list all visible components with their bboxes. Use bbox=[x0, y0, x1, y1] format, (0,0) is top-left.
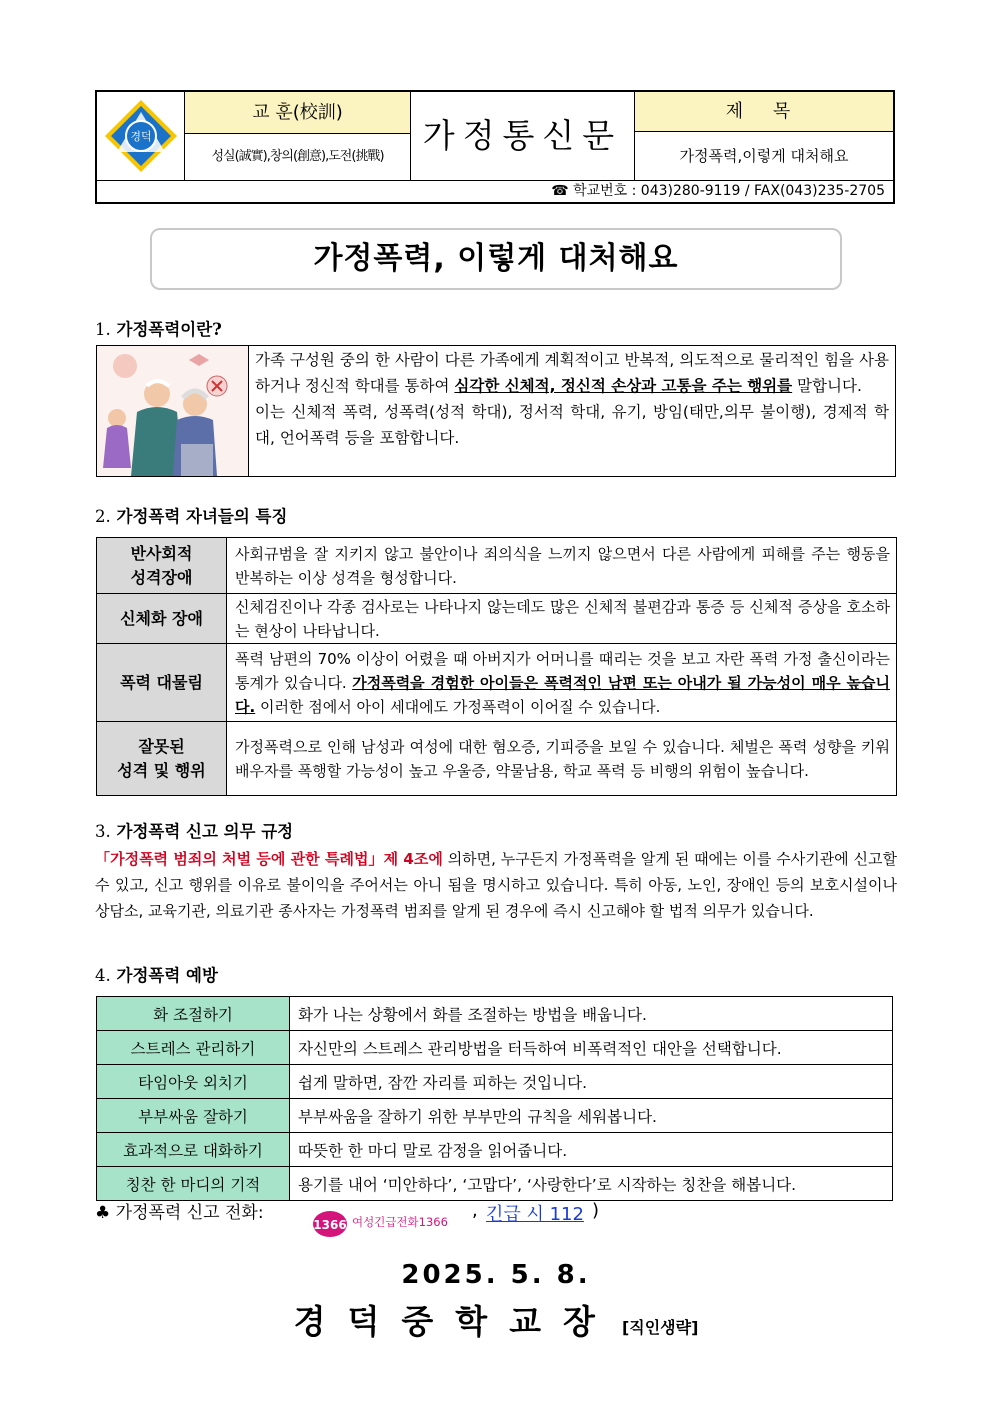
table-row bbox=[97, 1031, 893, 1065]
trait-text: 사회규범을 잘 지키지 않고 불안이나 죄의식을 느끼지 않으면서 다른 사람에게 피해를 주는 행동을 반복하는 이상 성격을 형성합니다. bbox=[227, 538, 897, 594]
section1-box bbox=[96, 345, 896, 477]
law-reference: 「가정폭력 범죄의 처벌 등에 관한 특례법」제 4조에 bbox=[95, 850, 443, 868]
section3-number: 3. bbox=[95, 822, 111, 841]
hotline-name: 여성긴급전화1366 bbox=[352, 1215, 448, 1229]
motto-value: 성실(誠實),창의(創意),도전(挑戰) bbox=[185, 134, 411, 180]
trait-text-emphasis: 가정폭력을 경험한 아이들은 폭력적인 남편 또는 아내가 될 가능성이 매우 높습니다. bbox=[235, 673, 890, 716]
emergency-112-link[interactable]: 긴급 시 112 bbox=[486, 1204, 584, 1225]
trait-text-before: 폭력 남편의 70% 이상이 어렸을 때 아버지가 어머니를 때리는 것을 보고 자란 폭력 가정 출신이라는 통계가 있습니다. bbox=[235, 649, 890, 692]
trait-text: 가정폭력으로 인해 남성과 여성에 대한 혐오증, 기피증을 보일 수 있습니다. 체벌은 폭력 성향을 키워 배우자를 폭행할 가능성이 높고 우울증, 약물남용, 학교 폭력 등 비행의 위험이 높습니다. bbox=[227, 722, 897, 796]
seal-omitted: [직인생략] bbox=[621, 1318, 699, 1337]
section2-title: 가정폭력 자녀들의 특징 bbox=[116, 507, 288, 526]
family-violence-illustration bbox=[97, 346, 249, 476]
section1-p1-after: 말합니다. bbox=[792, 377, 862, 395]
school-logo bbox=[97, 92, 185, 180]
trait-text bbox=[227, 644, 897, 722]
prevention-label: 화 조절하기 bbox=[97, 997, 290, 1031]
prevention-text: 화가 나는 상황에서 화를 조절하는 방법을 배웁니다. bbox=[290, 997, 893, 1031]
section1-p1-emphasis: 심각한 신체적, 정신적 손상과 고통을 주는 행위를 bbox=[454, 377, 793, 395]
trait-text: 신체검진이나 각종 검사로는 나타나지 않는데도 많은 신체적 불편감과 통증 등 신체적 증상을 호소하는 현상이 나타납니다. bbox=[227, 594, 897, 644]
children-traits-table bbox=[96, 537, 897, 796]
trait-label: 신체화 장애 bbox=[97, 594, 227, 644]
section1-number: 1. bbox=[95, 320, 111, 339]
hotline-1366-badge[interactable] bbox=[312, 1204, 472, 1240]
section1-p1-before: 가족 구성원 중의 한 사람이 다른 가족에게 계획적이고 반복적, 의도적으로 물리적인 힘을 사용하거나 정신적 학대를 통하여 bbox=[255, 351, 889, 395]
section3-title: 가정폭력 신고 의무 규정 bbox=[116, 822, 294, 841]
prevention-label: 칭찬 한 마디의 기적 bbox=[97, 1167, 290, 1201]
section1-heading bbox=[95, 316, 222, 340]
section1-title: 가정폭력이란? bbox=[116, 320, 222, 339]
elderly-couple-illustration-icon bbox=[97, 346, 248, 476]
prevention-label: 스트레스 관리하기 bbox=[97, 1031, 290, 1065]
table-row bbox=[97, 1065, 893, 1099]
section1-text bbox=[255, 347, 889, 451]
hotline-number: 1366 bbox=[313, 1218, 347, 1232]
table-row bbox=[97, 722, 897, 796]
prevention-label: 효과적으로 대화하기 bbox=[97, 1133, 290, 1167]
report-close-paren: ) bbox=[592, 1200, 600, 1221]
trait-label-line1: 반사회적 bbox=[130, 543, 193, 563]
school-signature bbox=[0, 1296, 992, 1343]
section3-body: 의하면, 누구든지 가정폭력을 알게 된 때에는 이를 수사기관에 신고할 수 있고, 신고 행위를 이유로 불이익을 주어서는 아니 됨을 명시하고 있습니다. 특히 아동, 노인, 장애인 등의 보호시설이나 상담소, 교육기관, 의료기관 종사자는 가정폭력 범죄를 알게 된 경우에 즉시 신고해야 할 법적 의무가 있습니다. bbox=[95, 850, 897, 920]
report-comma: , bbox=[472, 1200, 478, 1221]
subject-label: 제 목 bbox=[635, 92, 893, 132]
letter-header bbox=[95, 90, 895, 204]
section3-heading bbox=[95, 818, 293, 842]
trait-text-after: 이러한 점에서 아이 세대에도 가정폭력이 이어질 수 있습니다. bbox=[255, 697, 661, 716]
motto-label: 교 훈(校訓) bbox=[185, 92, 411, 134]
trait-label bbox=[97, 722, 227, 796]
prevention-text: 쉽게 말하면, 잠깐 자리를 피하는 것입니다. bbox=[290, 1065, 893, 1099]
section4-title: 가정폭력 예방 bbox=[116, 966, 218, 985]
trait-label-line2: 성격장애 bbox=[130, 567, 193, 587]
hotline-1366-logo-icon bbox=[312, 1204, 472, 1240]
prevention-text: 용기를 내어 ‘미안하다’, ‘고맙다’, ‘사랑한다’로 시작하는 칭찬을 해봅니다. bbox=[290, 1167, 893, 1201]
table-row bbox=[97, 594, 897, 644]
prevention-text: 자신만의 스트레스 관리방법을 터득하여 비폭력적인 대안을 선택합니다. bbox=[290, 1031, 893, 1065]
prevention-text: 부부싸움을 잘하기 위한 부부만의 규칙을 세워봅니다. bbox=[290, 1099, 893, 1133]
report-phone-label: ♣ 가정폭력 신고 전화: bbox=[95, 1203, 264, 1223]
table-row bbox=[97, 1167, 893, 1201]
table-row bbox=[97, 1133, 893, 1167]
school-phone: ☎ 학교번호 : 043)280-9119 / FAX(043)235-2705 bbox=[97, 180, 893, 202]
prevention-label: 타임아웃 외치기 bbox=[97, 1065, 290, 1099]
trait-label bbox=[97, 538, 227, 594]
table-row bbox=[97, 1099, 893, 1133]
section4-heading bbox=[95, 962, 218, 986]
prevention-text: 따뜻한 한 마디 말로 감정을 읽어줍니다. bbox=[290, 1133, 893, 1167]
section4-number: 4. bbox=[95, 966, 111, 985]
table-row bbox=[97, 997, 893, 1031]
trait-label-line2: 성격 및 행위 bbox=[117, 760, 206, 780]
trait-label-line1: 잘못된 bbox=[138, 736, 185, 756]
section1-p2: 이는 신체적 폭력, 성폭력(성적 학대), 정서적 학대, 유기, 방임(태만,의무 불이행), 경제적 학대, 언어폭력 등을 포함합니다. bbox=[255, 403, 889, 447]
table-row bbox=[97, 644, 897, 722]
table-row bbox=[97, 538, 897, 594]
school-emblem-icon bbox=[97, 92, 185, 180]
section3-text bbox=[95, 846, 897, 924]
prevention-table bbox=[96, 996, 893, 1201]
school-principal: 경덕중학교장 bbox=[293, 1302, 617, 1341]
subject-value: 가정폭력,이렇게 대처해요 bbox=[679, 147, 849, 165]
logo-text: 경덕 bbox=[130, 130, 152, 143]
newsletter-title: 가정통신문 bbox=[411, 92, 635, 180]
prevention-label: 부부싸움 잘하기 bbox=[97, 1099, 290, 1133]
page-title: 가정폭력, 이렇게 대처해요 bbox=[150, 228, 842, 290]
section2-heading bbox=[95, 503, 287, 527]
section2-number: 2. bbox=[95, 507, 111, 526]
letter-date: 2025. 5. 8. bbox=[401, 1260, 591, 1290]
trait-label: 폭력 대물림 bbox=[97, 644, 227, 722]
